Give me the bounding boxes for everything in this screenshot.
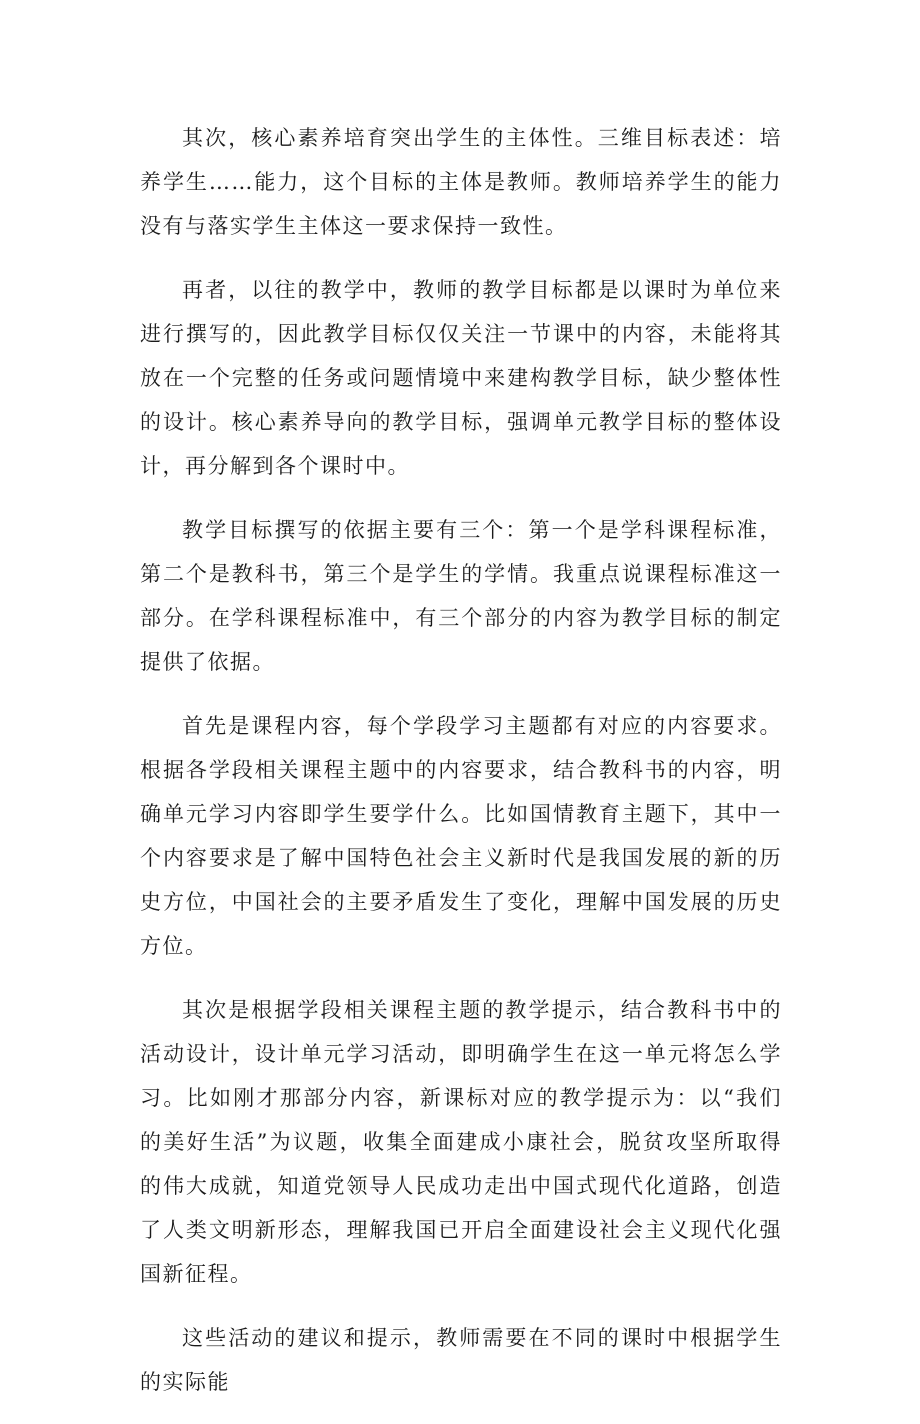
paragraph-activity-suggestions: 这些活动的建议和提示，教师需要在不同的课时中根据学生的实际能 (140, 1326, 782, 1394)
document-body (140, 116, 782, 1424)
paragraph-objective-basis: 教学目标撰写的依据主要有三个：第一个是学科课程标准，第二个是教科书，第三个是学生的学情。我重点说课程标准这一部分。在学科课程标准中，有三个部分的内容为教学目标的制定提供了依据。 (140, 518, 782, 674)
paragraph-teaching-tips: 其次是根据学段相关课程主题的教学提示，结合教科书中的活动设计，设计单元学习活动，即明确学生在这一单元将怎么学习。比如刚才那部分内容，新课标对应的教学提示为：以“我们的美好生活”为议题，收集全面建成小康社会，脱贫攻坚所取得的伟大成就，知道党领导人民成功走出中国式现代化道路，创造了人类文明新形态，理解我国已开启全面建设社会主义现代化强国新征程。 (140, 998, 782, 1286)
paragraph-unit-objectives: 再者，以往的教学中，教师的教学目标都是以课时为单位来进行撰写的，因此教学目标仅仅关注一节课中的内容，未能将其放在一个完整的任务或问题情境中来建构教学目标，缺少整体性的设计。核心素养导向的教学目标，强调单元教学目标的整体设计，再分解到各个课时中。 (140, 278, 782, 478)
paragraph-course-content: 首先是课程内容，每个学段学习主题都有对应的内容要求。根据各学段相关课程主题中的内容要求，结合教科书的内容，明确单元学习内容即学生要学什么。比如国情教育主题下，其中一个内容要求是了解中国特色社会主义新时代是我国发展的新的历史方位，中国社会的主要矛盾发生了变化，理解中国发展的历史方位。 (140, 714, 782, 958)
paragraph-student-subjectivity: 其次，核心素养培育突出学生的主体性。三维目标表述：培养学生……能力，这个目标的主体是教师。教师培养学生的能力没有与落实学生主体这一要求保持一致性。 (140, 126, 782, 238)
